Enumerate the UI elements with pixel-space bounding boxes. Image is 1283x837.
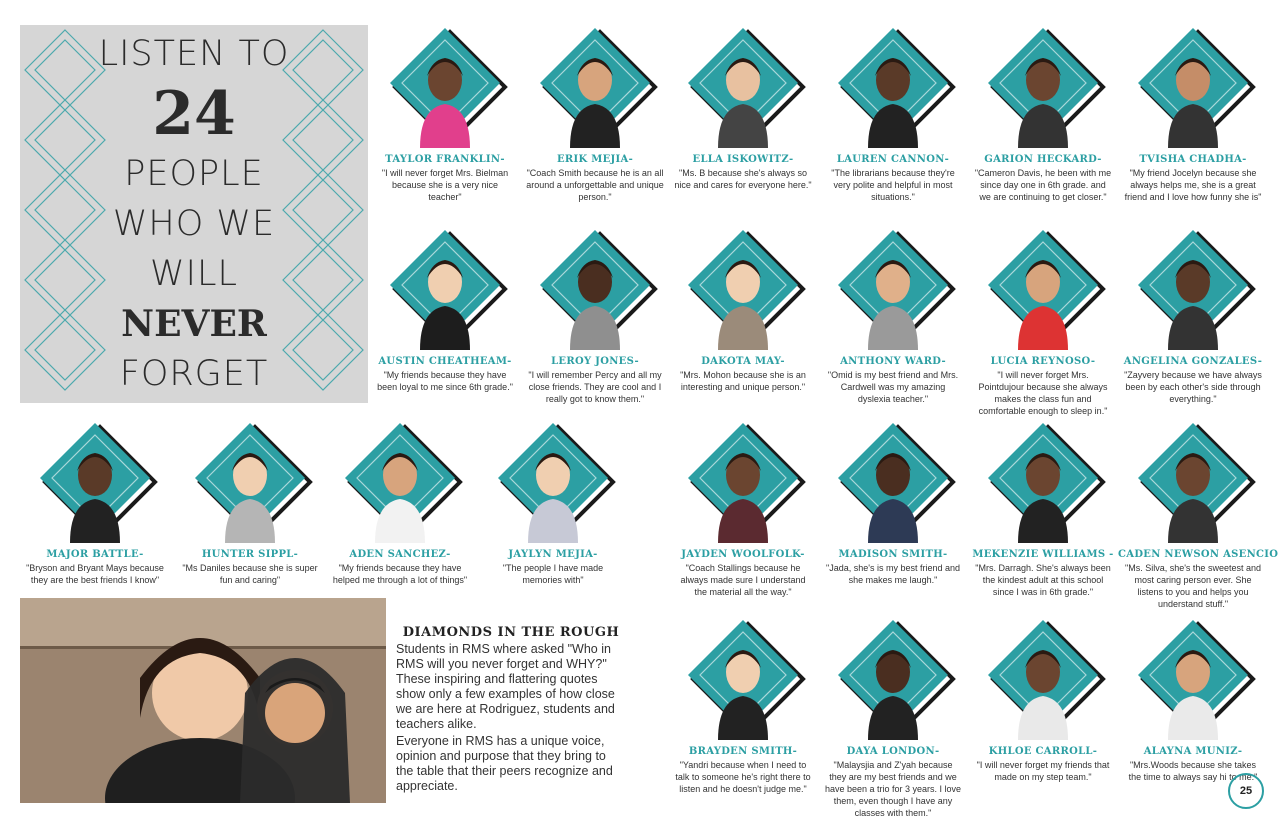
student-name: KHLOE CARROLL- xyxy=(988,746,1098,757)
student-quote: "Ms. Silva, she's the sweetest and most caring person ever. She listens to you and helps you understand stuff." xyxy=(1125,563,1261,609)
student-quote: "My friend Jocelyn because she always helps me, she is a great friend and I love how funny she is" xyxy=(1124,168,1262,202)
student-name: ANGELINA GONZALES- xyxy=(1123,356,1263,367)
student-quote: "My friends because they have helped me through a lot of things" xyxy=(332,563,468,585)
student-name: AUSTIN CHEATHEAM- xyxy=(378,356,512,367)
title-line-1: LISTEN TO xyxy=(98,34,290,74)
student-portrait xyxy=(678,20,808,148)
student-card xyxy=(818,612,968,819)
student-quote: "I will remember Percy and all my close friends. They are cool and I really got to know them." xyxy=(528,370,662,404)
story-paragraph-1: Students in RMS where asked "Who in RMS will you never forget and WHY?" These inspiring and flattering quotes show only a few examples of how close we are here at Rodriguez, students and teachers alike. xyxy=(396,642,615,731)
student-card xyxy=(968,415,1118,598)
group-photo xyxy=(20,598,386,803)
student-card xyxy=(968,20,1118,203)
student-name: DAYA LONDON- xyxy=(846,746,940,757)
student-name: LEROY JONES- xyxy=(551,356,639,367)
student-name: CADEN NEWSON ASENCIO xyxy=(1118,549,1279,560)
student-portrait xyxy=(978,612,1108,740)
student-name: ELLA ISKOWITZ- xyxy=(692,154,794,165)
student-quote: "Omid is my best friend and Mrs. Cardwell was my amazing dyslexia teacher." xyxy=(827,370,959,404)
student-quote: "I will never forget Mrs. Pointdujour because she always makes the class fun and comfortable enough to sleep in." xyxy=(978,370,1108,416)
student-card xyxy=(668,20,818,191)
student-quote: "Malaysjia and Z'yah because they are my best friends and we have been a trio for 3 years. I love them, even though I have any classes with them." xyxy=(824,760,962,818)
student-name: ANTHONY WARD- xyxy=(840,356,946,367)
student-name: JAYLYN MEJIA- xyxy=(508,549,598,560)
title-panel xyxy=(20,25,368,403)
story-block xyxy=(396,625,626,794)
student-card xyxy=(370,20,520,203)
student-name: GARION HECKARD- xyxy=(984,154,1102,165)
student-portrait xyxy=(488,415,618,543)
student-quote: "Yandri because when I need to talk to someone he's right there to listen and he doesn't judge me." xyxy=(675,760,811,794)
student-quote: "My friends because they have been loyal to me since 6th grade." xyxy=(377,370,513,392)
student-portrait xyxy=(380,222,510,350)
student-portrait xyxy=(678,612,808,740)
student-card xyxy=(1118,222,1268,405)
student-card xyxy=(668,612,818,795)
student-card xyxy=(968,612,1118,783)
student-card xyxy=(175,415,325,586)
student-name: TAYLOR FRANKLIN- xyxy=(385,154,505,165)
title-line-5: WILL xyxy=(150,254,238,294)
student-name: ALAYNA MUNIZ- xyxy=(1143,746,1243,757)
student-name: HUNTER SIPPL- xyxy=(201,549,299,560)
student-portrait xyxy=(530,20,660,148)
page-number: 25 xyxy=(1228,773,1264,809)
student-quote: "Bryson and Bryant Mays because they are the best friends I know" xyxy=(26,563,164,585)
student-portrait xyxy=(978,222,1108,350)
student-portrait xyxy=(828,612,958,740)
story-paragraph-2: Everyone in RMS has a unique voice, opinion and purpose that they bring to the table that their peers recognize and appreciate. xyxy=(396,734,613,793)
group-photo-image xyxy=(20,598,386,803)
story-heading: DIAMONDS IN THE ROUGH xyxy=(402,625,620,640)
student-name: LAUREN CANNON- xyxy=(836,154,950,165)
student-card xyxy=(325,415,475,586)
student-card xyxy=(1118,612,1268,783)
student-name: ADEN SANCHEZ- xyxy=(349,549,451,560)
student-quote: "Coach Smith because he is an all around a unforgettable and unique person." xyxy=(526,168,664,202)
student-card xyxy=(520,20,670,203)
student-quote: "The people I have made memories with" xyxy=(502,563,604,585)
title-line-3: PEOPLE xyxy=(124,154,264,194)
student-portrait xyxy=(978,415,1108,543)
student-card xyxy=(668,415,818,598)
student-card xyxy=(370,222,520,393)
student-name: DAKOTA MAY- xyxy=(701,356,785,367)
student-quote: "Mrs. Darragh. She's always been the kindest adult at this school since I was in 6th grade." xyxy=(975,563,1111,597)
student-quote: "I will never forget Mrs. Bielman because she is a very nice teacher" xyxy=(381,168,509,202)
student-name: LUCIA REYNOSO- xyxy=(990,356,1096,367)
title-line-6: NEVER xyxy=(121,303,267,345)
student-portrait xyxy=(678,222,808,350)
student-portrait xyxy=(335,415,465,543)
student-name: MADISON SMITH- xyxy=(838,549,948,560)
student-card xyxy=(1118,20,1268,203)
student-name: TVISHA CHADHA- xyxy=(1139,154,1247,165)
student-portrait xyxy=(1128,20,1258,148)
student-portrait xyxy=(30,415,160,543)
student-quote: "Mrs.Woods because she takes the time to always say hi to me." xyxy=(1128,760,1258,782)
student-card xyxy=(478,415,628,586)
student-portrait xyxy=(1128,612,1258,740)
title-line-7: FORGET xyxy=(119,354,269,394)
student-portrait xyxy=(828,20,958,148)
student-card xyxy=(818,415,968,586)
student-portrait xyxy=(1128,222,1258,350)
student-portrait xyxy=(185,415,315,543)
student-name: MAJOR BATTLE- xyxy=(46,549,144,560)
student-card xyxy=(668,222,818,393)
student-card xyxy=(818,222,968,405)
student-name: MEKENZIE WILLIAMS - xyxy=(972,549,1114,560)
student-quote: "Zayvery because we have always been by each other's side through everything." xyxy=(1124,370,1262,404)
student-card xyxy=(520,222,670,405)
student-portrait xyxy=(978,20,1108,148)
student-portrait xyxy=(828,222,958,350)
student-name: BRAYDEN SMITH- xyxy=(688,746,798,757)
student-name: ERIK MEJIA- xyxy=(556,154,634,165)
title-line-4: WHO WE xyxy=(112,204,276,244)
student-card xyxy=(968,222,1118,417)
student-quote: "Ms. B because she's always so nice and cares for everyone here." xyxy=(674,168,812,190)
student-card xyxy=(1118,415,1279,610)
student-quote: "The librarians because they're very polite and helpful in most situations." xyxy=(831,168,955,202)
title-number: 24 xyxy=(152,79,236,149)
student-portrait xyxy=(1128,415,1258,543)
student-quote: "Jada, she's is my best friend and she makes me laugh." xyxy=(826,563,960,585)
student-portrait xyxy=(380,20,510,148)
student-quote: "I will never forget my friends that made on my step team." xyxy=(976,760,1110,782)
student-quote: "Mrs. Mohon because she is an interesting and unique person." xyxy=(680,370,806,392)
student-portrait xyxy=(828,415,958,543)
student-name: JAYDEN WOOLFOLK- xyxy=(681,549,805,560)
page-title xyxy=(20,29,368,399)
student-quote: "Coach Stallings because he always made sure I understand the material all the way." xyxy=(680,563,806,597)
student-quote: "Cameron Davis, he been with me since day one in 6th grade. and we are continuing to get closer." xyxy=(974,168,1112,202)
student-portrait xyxy=(530,222,660,350)
student-portrait xyxy=(678,415,808,543)
student-quote: "Ms Daniles because she is super fun and caring" xyxy=(182,563,318,585)
student-card xyxy=(818,20,968,203)
student-card xyxy=(20,415,170,586)
